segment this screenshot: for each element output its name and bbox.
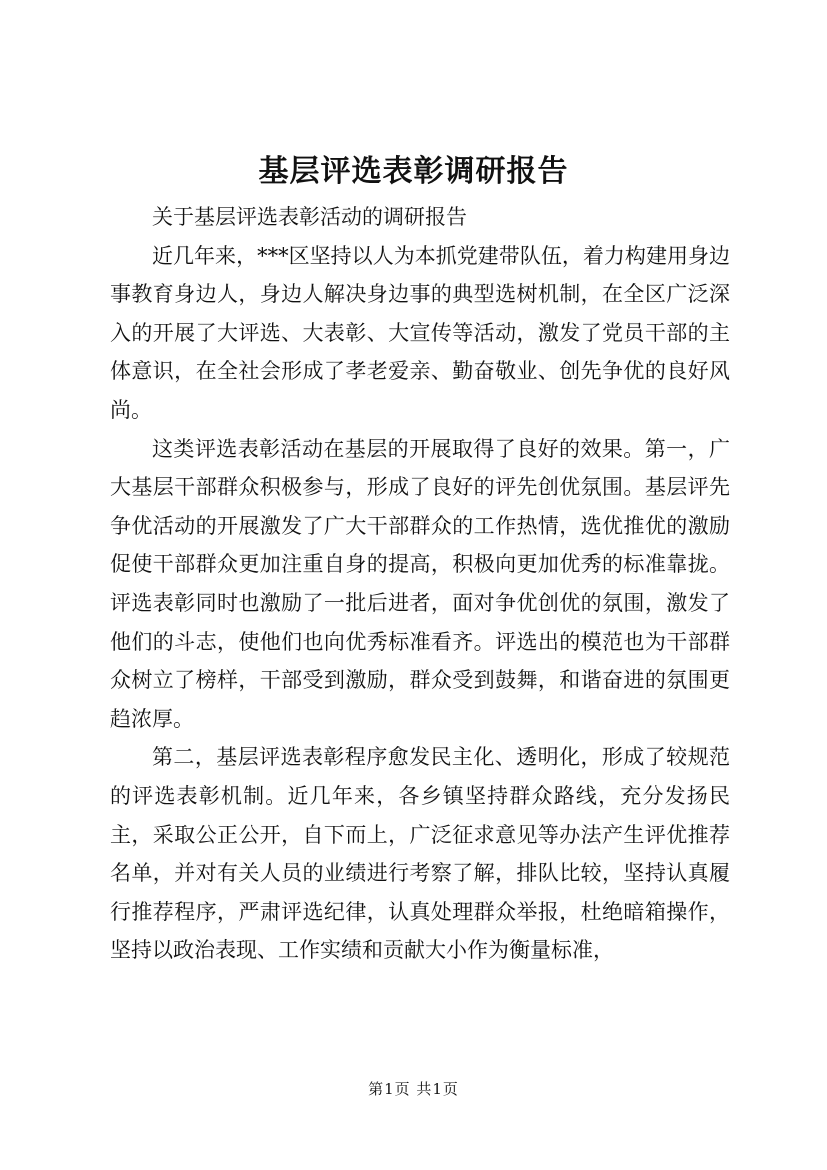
paragraph-2: 这类评选表彰活动在基层的开展取得了良好的效果。第一，广大基层干部群众积极参与，形成了良好的评先创优氛围。基层评先争优活动的开展激发了广大干部群众的工作热情，选优推优的激励促使干部群众更加注重自身的提高，积极向更加优秀的标准靠拢。评选表彰同时也激励了一批后进者，面对争优创优的氛围，激发了他们的斗志，使他们也向优秀标准看齐。评选出的模范也为干部群众树立了榜样，干部受到激励，群众受到鼓舞，和谐奋进的氛围更趋浓厚。 bbox=[110, 436, 730, 731]
page-number-indicator: 第1页 共1页 bbox=[368, 1080, 459, 1098]
paragraph-3: 第二，基层评选表彰程序愈发民主化、透明化，形成了较规范的评选表彰机制。近几年来，各乡镇坚持群众路线，充分发扬民主，采取公正公开，自下而上，广泛征求意见等办法产生评优推荐名单，并对有关人员的业绩进行考察了解，排队比较，坚持认真履行推荐程序，严肃评选纪律，认真处理群众举报，杜绝暗箱操作，坚持以政治表现、工作实绩和贡献大小作为衡量标准， bbox=[110, 745, 730, 963]
document-subtitle: 关于基层评选表彰活动的调研报告 bbox=[152, 205, 467, 229]
page-title: 基层评选表彰调研报告 bbox=[258, 154, 569, 189]
document-body bbox=[110, 198, 730, 970]
paragraph-1: 近几年来，***区坚持以人为本抓党建带队伍，着力构建用身边事教育身边人，身边人解决身边事的典型选树机制，在全区广泛深入的开展了大评选、大表彰、大宣传等活动，激发了党员干部的主体意识，在全社会形成了孝老爱亲、勤奋敬业、创先争优的良好风尚。 bbox=[110, 243, 730, 422]
page-footer bbox=[0, 1078, 827, 1099]
